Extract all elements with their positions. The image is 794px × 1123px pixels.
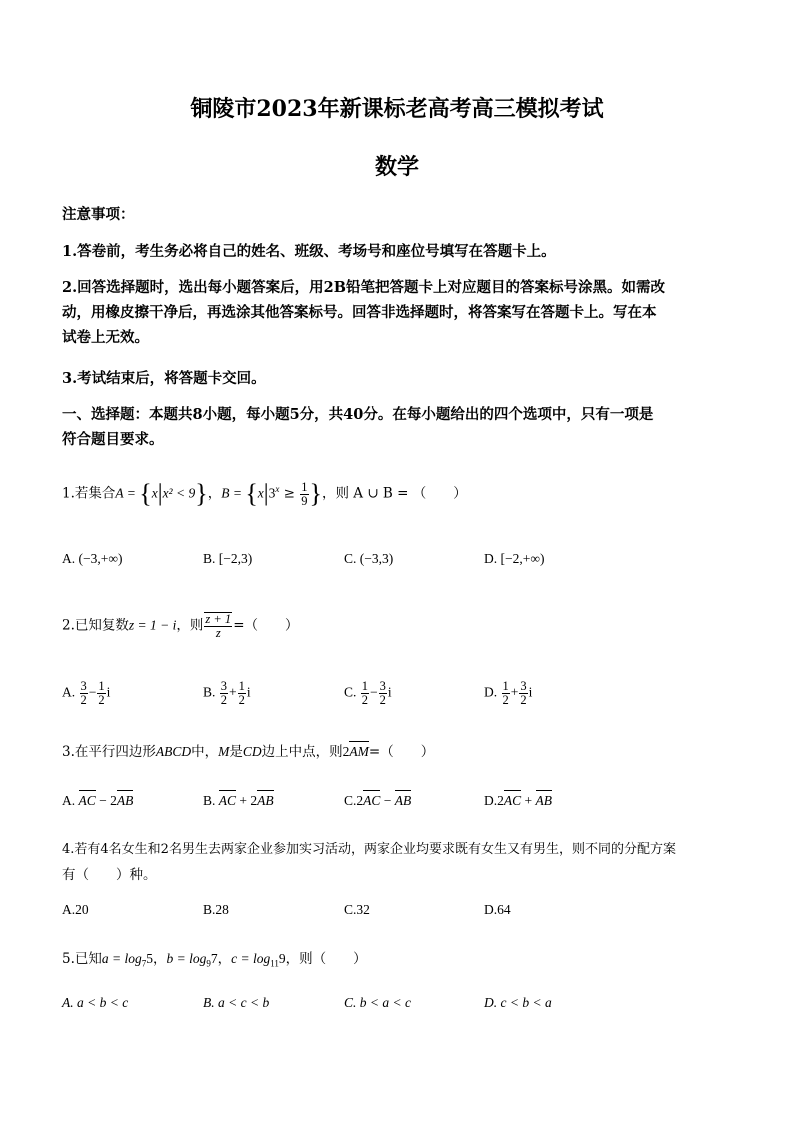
- q5-b-arg: 7: [210, 951, 218, 966]
- fraction-numerator: 1: [361, 679, 369, 693]
- left-brace-icon: {: [245, 479, 258, 508]
- q2-mid: ，则: [176, 617, 204, 634]
- notice-heading: 注意事项：: [62, 206, 135, 223]
- option-vector: AB: [535, 793, 553, 808]
- q3-coefficient: 2: [342, 744, 350, 759]
- option-operator: −: [370, 684, 378, 700]
- q1-set-b-exponent: x: [275, 484, 280, 494]
- q5-a-log: a = log: [101, 951, 142, 966]
- notice-line-1: 1.答卷前，考生务必将自己的姓名、班级、考场号和座位号填写在答题卡上。: [62, 243, 556, 260]
- fraction-denominator: 2: [220, 693, 228, 707]
- q1-set-a-var: x: [151, 485, 158, 501]
- fraction-denominator: 2: [379, 693, 386, 707]
- q3-vector: AM: [349, 744, 369, 759]
- option-unit: i: [246, 684, 251, 700]
- fraction-numerator: z + 1: [205, 612, 232, 626]
- option-vector: AB: [394, 793, 412, 808]
- section-heading-line-2: 符合题目要求。: [62, 431, 164, 448]
- option-fraction: [379, 680, 387, 707]
- right-brace-icon: }: [309, 479, 322, 508]
- q3-side: CD: [242, 744, 262, 759]
- fraction-numerator: 3: [220, 679, 228, 693]
- fraction-denominator: 2: [98, 693, 105, 707]
- question-2: [62, 612, 299, 640]
- option-vector: AB: [116, 793, 134, 808]
- q1-set-b-ge: ≥: [279, 485, 300, 502]
- option-label: D.: [484, 684, 498, 700]
- q4-line-1: 4.若有4名女生和2名男生去两家企业参加实习活动，两家企业均要求既有女生又有男生，则不同的分配方案: [62, 842, 676, 857]
- q5-b-log: b = log: [166, 951, 207, 966]
- q5-a-base: 7: [141, 958, 147, 969]
- q5-option-b[interactable]: B. a < c < b: [203, 995, 270, 1010]
- option-operator: −: [380, 793, 395, 808]
- q1-set-a-label: A =: [115, 485, 140, 501]
- q2-fraction: [204, 612, 232, 640]
- option-fraction: [502, 680, 510, 707]
- fraction-denominator: 2: [80, 693, 87, 707]
- notice-line-2: 2.回答选择题时，选出每小题答案后，用2B铅笔把答题卡上对应题目的答案标号涂黑。如需改: [62, 279, 665, 296]
- option-coefficient: 2: [356, 793, 364, 808]
- exam-title: 铜陵市2023年新课标老高考高三模拟考试: [190, 96, 604, 122]
- option-operator: +: [510, 684, 519, 700]
- q5-c-arg: 9: [278, 951, 286, 966]
- question-5: [62, 947, 367, 969]
- option-vector: AC: [78, 793, 96, 808]
- q5-separator: ，: [217, 951, 232, 967]
- set-bar-icon: |: [263, 480, 269, 507]
- option-operator: − 2: [95, 793, 117, 808]
- q3-option-d[interactable]: [484, 793, 552, 809]
- q1-set-b-base: 3: [268, 485, 276, 501]
- option-unit: i: [387, 684, 392, 700]
- fraction-numerator: 1: [238, 679, 245, 693]
- q1-prefix: 1.若集合: [62, 485, 116, 502]
- q2-suffix: =（ ）: [233, 617, 299, 634]
- option-fraction: [361, 680, 369, 707]
- fraction-denominator: 2: [238, 693, 245, 707]
- fraction-numerator: 3: [379, 679, 386, 693]
- q3-mid-2: 是: [229, 744, 243, 760]
- q5-a-arg: 5: [146, 951, 154, 966]
- q5-option-d[interactable]: D. c < b < a: [484, 995, 552, 1010]
- option-vector: AC: [363, 793, 381, 808]
- left-brace-icon: {: [139, 479, 152, 508]
- fraction-numerator: 1: [301, 479, 308, 494]
- right-brace-icon: }: [195, 479, 208, 508]
- q3-shape: ABCD: [155, 744, 192, 759]
- option-label: A.: [62, 793, 76, 808]
- q3-option-a[interactable]: [62, 793, 133, 809]
- q1-fraction: [300, 481, 308, 508]
- q2-prefix: 2.已知复数: [62, 617, 129, 634]
- q5-prefix: 5.已知: [62, 951, 102, 967]
- fraction-numerator: 3: [80, 679, 87, 693]
- q1-set-b-var: x: [257, 485, 264, 501]
- option-vector: AC: [503, 793, 522, 808]
- fraction-denominator: z: [215, 626, 221, 640]
- q4-option-c[interactable]: C.32: [344, 902, 370, 917]
- option-vector: AC: [218, 793, 237, 808]
- option-label: A.: [62, 684, 76, 700]
- notice-line-5: 3.考试结束后，将答题卡交回。: [62, 370, 266, 387]
- q5-option-a[interactable]: A. a < b < c: [62, 995, 129, 1010]
- option-fraction: [220, 680, 228, 707]
- q2-option-c[interactable]: [344, 680, 392, 707]
- notice-line-3: 动，用橡皮擦干净后，再选涂其他答案标号。回答非选择题时，将答案写在答题卡上。写在本: [62, 304, 657, 321]
- option-fraction: [80, 680, 88, 707]
- subject-title: 数学: [374, 154, 419, 180]
- section-heading-line-1: 一、选择题：本题共8小题，每小题5分，共40分。在每小题给出的四个选项中，只有一项是: [62, 406, 654, 423]
- q3-point: M: [218, 744, 230, 759]
- option-fraction: [519, 680, 527, 707]
- q1-option-d[interactable]: D. [−2,+∞): [484, 551, 545, 566]
- option-unit: i: [528, 684, 533, 700]
- option-operator: +: [229, 684, 237, 700]
- option-label: B.: [203, 793, 216, 808]
- q5-option-c[interactable]: C. b < a < c: [344, 995, 411, 1010]
- question-1: 1.若集合A = {x|x² < 9}，$B = \{x|3^x$ ≥ $\frac{1}{9}$ }，则 A ∪ B = （ ）: [62, 479, 467, 508]
- option-operator: −: [88, 684, 97, 700]
- q3-option-c[interactable]: [344, 793, 411, 809]
- q5-suffix: ，则（ ）: [285, 951, 367, 967]
- option-label: B.: [203, 684, 216, 700]
- fraction-denominator: 2: [520, 693, 527, 707]
- fraction-numerator: 1: [502, 679, 509, 693]
- notice-line-4: 试卷上无效。: [62, 329, 149, 346]
- q2-option-a[interactable]: [62, 680, 110, 707]
- option-label: D.: [484, 793, 498, 808]
- question-3: [62, 740, 434, 760]
- q2-option-d[interactable]: [484, 680, 532, 707]
- q2-given: z = 1 − i: [128, 617, 177, 633]
- option-vector: AB: [257, 793, 274, 808]
- option-fraction: [97, 680, 105, 707]
- option-unit: i: [106, 684, 111, 700]
- q3-mid-1: 中，: [191, 744, 219, 760]
- q2-option-b[interactable]: [203, 680, 251, 707]
- fraction-numerator: 1: [98, 679, 105, 693]
- q1-suffix: ，则 A ∪ B = （ ）: [322, 485, 467, 502]
- q4-option-d[interactable]: D.64: [484, 902, 511, 917]
- fraction-denominator: 2: [502, 693, 509, 707]
- option-fraction: [238, 680, 246, 707]
- q3-prefix: 3.在平行四边形: [62, 744, 156, 760]
- q5-c-base: 11: [270, 958, 279, 969]
- q3-option-b[interactable]: [203, 793, 274, 809]
- option-operator: + 2: [236, 793, 258, 808]
- q5-separator: ，: [153, 951, 167, 967]
- q5-b-base: 9: [206, 958, 211, 969]
- q5-c-log: c = log: [231, 951, 271, 966]
- option-coefficient: 2: [497, 793, 504, 808]
- q1-option-c[interactable]: C. (−3,3): [344, 551, 394, 566]
- q4-option-b[interactable]: B.28: [203, 902, 229, 917]
- q3-mid-3: 边上中点，则: [261, 744, 343, 760]
- q1-option-b[interactable]: B. [−2,3): [203, 551, 253, 566]
- set-bar-icon: |: [157, 480, 163, 507]
- option-operator: +: [521, 793, 536, 808]
- option-label: C.: [344, 684, 357, 700]
- fraction-numerator: 3: [520, 679, 527, 693]
- q1-option-a[interactable]: A. (−3,+∞): [62, 551, 123, 566]
- q4-option-a[interactable]: A.20: [62, 902, 89, 917]
- q1-set-a-condition: x² < 9: [162, 485, 196, 501]
- option-label: C.: [344, 793, 357, 808]
- q4-line-2: 有（ ）种。: [62, 867, 157, 883]
- fraction-denominator: 2: [361, 693, 369, 707]
- fraction-denominator: 9: [301, 493, 308, 508]
- q3-suffix: =（ ）: [368, 744, 435, 760]
- q1-set-b-label: B =: [221, 485, 246, 501]
